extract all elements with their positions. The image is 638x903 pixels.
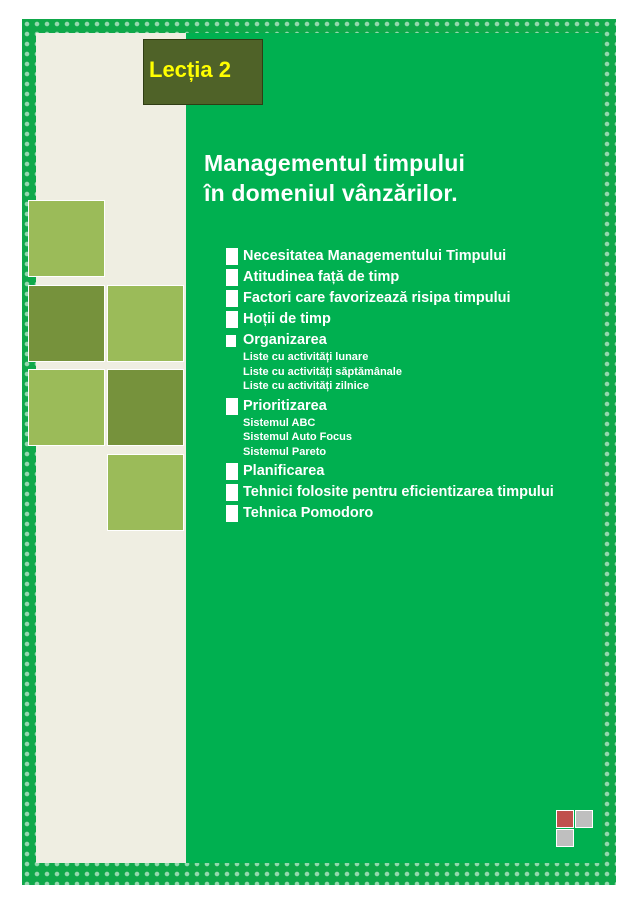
toc-subitem: Liste cu activități lunare [243,351,369,363]
page-title [204,148,584,208]
decor-square [107,369,184,446]
table-of-contents [226,247,586,525]
toc-item-label: Organizarea [243,332,327,348]
toc-item [226,397,586,416]
toc-item-label: Planificarea [243,463,325,479]
bullet-icon [226,463,238,480]
toc-item [226,247,586,266]
toc-item [226,462,586,481]
toc-item [226,289,586,308]
decor-square [28,200,105,277]
toc-item [226,504,586,523]
toc-item-label: Necesitatea Managementului Timpului [243,248,507,264]
toc-item-label: Tehnica Pomodoro [243,505,374,521]
bullet-icon [226,484,238,501]
toc-item-label: Factori care favorizează risipa timpului [243,290,511,306]
toc-subitem: Sistemul Pareto [243,445,327,458]
corner-square-gray [575,810,593,828]
toc-item-label: Hoții de timp [243,311,331,327]
decor-square [28,285,105,362]
toc-subitem: Sistemul Auto Focus [243,431,352,443]
toc-subitem: Liste cu activități săptămânale [243,365,402,378]
toc-subitem: Liste cu activități zilnice [243,380,369,392]
toc-item [226,483,563,502]
toc-item-label: Tehnici folosite pentru eficientizarea timpului [243,484,554,500]
corner-square-gray [556,829,574,847]
bullet-icon [226,335,236,347]
toc-item-label: Prioritizarea [243,397,327,414]
decor-square [28,369,105,446]
title-line-2: în domeniul vânzărilor. [204,180,458,206]
toc-item-label: Atitudinea față de timp [243,269,400,285]
bullet-icon [226,269,238,286]
bullet-icon [226,505,238,522]
toc-item [226,310,586,329]
page-bottom-margin [0,885,638,903]
bullet-icon [226,398,238,415]
toc-item [226,331,586,350]
decor-square [107,285,184,362]
lesson-label: Lecția 2 [149,57,231,82]
bullet-icon [226,311,238,328]
bullet-icon [226,248,238,265]
bullet-icon [226,290,238,307]
title-line-1: Managementul timpului [204,150,466,176]
toc-subitem: Sistemul ABC [243,416,316,429]
corner-square-red [556,810,574,828]
decor-square [107,454,184,531]
toc-item [226,268,586,287]
